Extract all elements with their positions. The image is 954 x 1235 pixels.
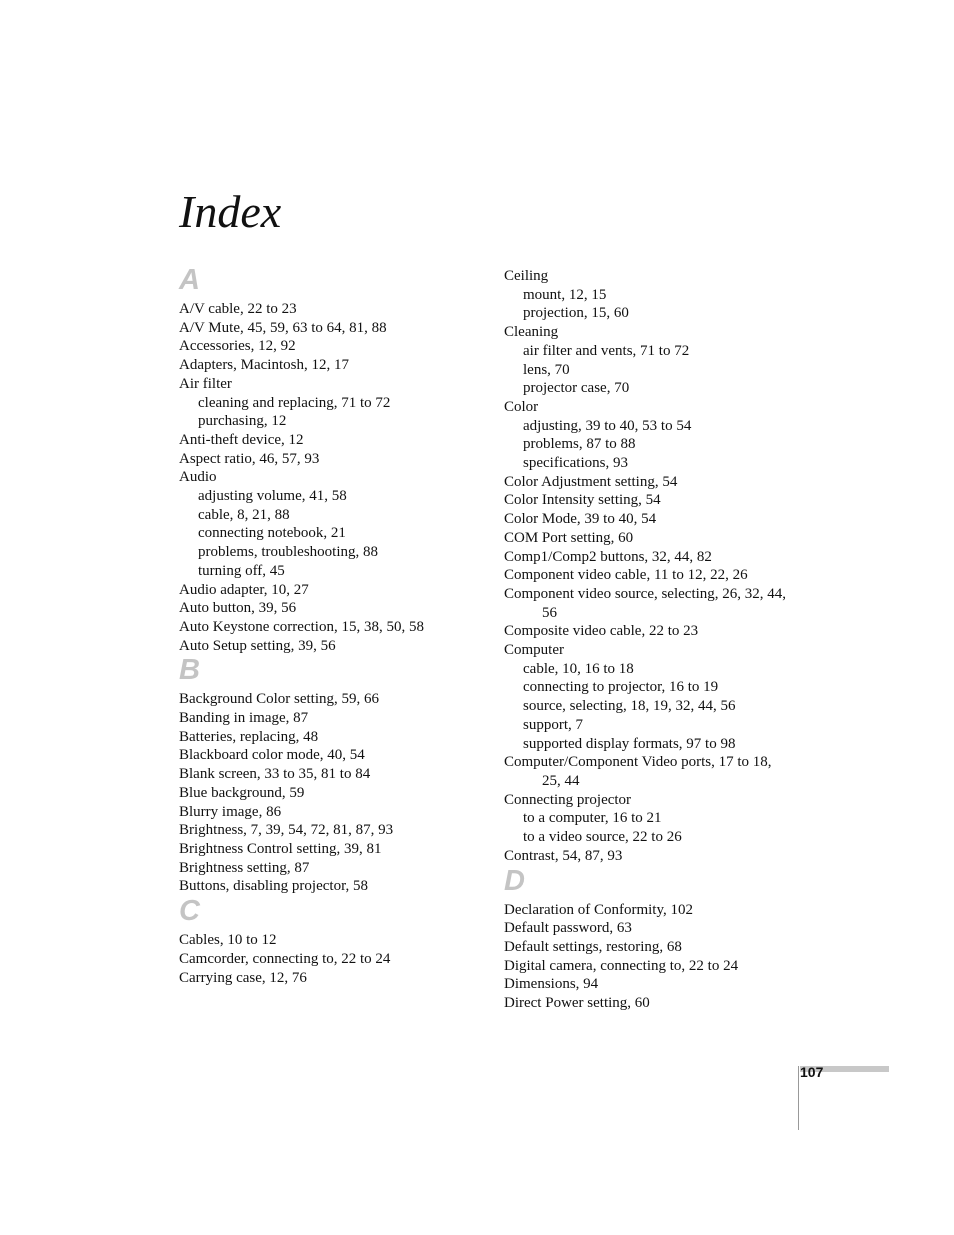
section-letter: D [504, 864, 525, 897]
index-entry: Audio adapter, 10, 27 [179, 581, 309, 598]
index-subentry: projector case, 70 [523, 380, 630, 397]
index-entry: Computer [504, 642, 564, 659]
section-letter: A [179, 264, 200, 296]
index-subentry: connecting to projector, 16 to 19 [523, 679, 719, 696]
index-entry: Auto button, 39, 56 [179, 600, 297, 617]
index-entry: Carrying case, 12, 76 [179, 969, 307, 986]
index-subentry: turning off, 45 [198, 562, 285, 579]
index-subentry: specifications, 93 [523, 455, 628, 472]
index-entry: Banding in image, 87 [179, 710, 309, 727]
index-column-right [504, 267, 794, 1013]
index-entry: Default password, 63 [504, 920, 632, 937]
index-entry: Composite video cable, 22 to 23 [504, 623, 699, 640]
index-subentry: purchasing, 12 [198, 413, 287, 430]
index-subentry: cable, 10, 16 to 18 [523, 660, 634, 677]
index-subentry: air filter and vents, 71 to 72 [523, 342, 690, 359]
footer-rule [798, 1066, 799, 1130]
index-entry: Digital camera, connecting to, 22 to 24 [504, 957, 739, 974]
section-letter: C [179, 895, 200, 928]
index-subentry: adjusting, 39 to 40, 53 to 54 [523, 417, 692, 434]
index-subentry: to a computer, 16 to 21 [523, 810, 662, 827]
index-subentry: problems, troubleshooting, 88 [198, 544, 378, 561]
index-entry: A/V Mute, 45, 59, 63 to 64, 81, 88 [179, 319, 387, 336]
index-subentry: lens, 70 [523, 361, 570, 378]
index-entry: Ceiling [504, 268, 549, 284]
index-entry: Buttons, disabling projector, 58 [179, 878, 368, 895]
index-entry: Color Adjustment setting, 54 [504, 473, 678, 490]
index-subentry: cleaning and replacing, 71 to 72 [198, 394, 391, 411]
index-subentry: mount, 12, 15 [523, 286, 607, 303]
index-entry: Comp1/Comp2 buttons, 32, 44, 82 [504, 548, 712, 565]
index-subentry: adjusting volume, 41, 58 [198, 488, 347, 505]
index-entry: A/V cable, 22 to 23 [179, 301, 297, 317]
index-entry: Cables, 10 to 12 [179, 932, 277, 949]
page-title: Index [179, 186, 282, 237]
index-entry: COM Port setting, 60 [504, 529, 634, 546]
index-entry: Brightness setting, 87 [179, 859, 310, 876]
index-entry: Brightness Control setting, 39, 81 [179, 840, 382, 857]
index-entry: Adapters, Macintosh, 12, 17 [179, 357, 349, 374]
index-entry: Audio [179, 469, 217, 486]
index-subentry: projection, 15, 60 [523, 305, 629, 322]
index-subentry: connecting notebook, 21 [198, 525, 346, 542]
index-entry: Brightness, 7, 39, 54, 72, 81, 87, 93 [179, 822, 394, 839]
index-entry: Computer/Component Video ports, 17 to 18, 25, 44 [504, 754, 772, 789]
index-entry: Cleaning [504, 324, 559, 341]
index-entry: Contrast, 54, 87, 93 [504, 847, 623, 864]
index-entry: Aspect ratio, 46, 57, 93 [179, 450, 320, 467]
index-subentry: problems, 87 to 88 [523, 436, 636, 453]
index-entry: Anti-theft device, 12 [179, 431, 304, 448]
index-entry: Dimensions, 94 [504, 976, 599, 993]
index-entry: Component video cable, 11 to 12, 22, 26 [504, 567, 748, 584]
index-entry: Blue background, 59 [179, 784, 305, 801]
index-subentry: support, 7 [523, 716, 583, 733]
page-number: 107 [800, 1064, 824, 1080]
index-entry: Blurry image, 86 [179, 803, 282, 820]
index-entry: Component video source, selecting, 26, 32, 44, 56 [504, 585, 787, 621]
index-subentry: to a video source, 22 to 26 [523, 829, 682, 846]
index-entry: Direct Power setting, 60 [504, 995, 650, 1012]
index-entry: Default settings, restoring, 68 [504, 938, 682, 955]
index-entry: Color Intensity setting, 54 [504, 492, 661, 509]
index-entry: Blackboard color mode, 40, 54 [179, 747, 365, 764]
index-subentry: source, selecting, 18, 19, 32, 44, 56 [523, 698, 736, 715]
section-letter: B [179, 654, 200, 687]
index-entry: Color Mode, 39 to 40, 54 [504, 511, 657, 528]
index-entry: Auto Keystone correction, 15, 38, 50, 58 [179, 618, 424, 635]
index-entry: Accessories, 12, 92 [179, 338, 296, 355]
index-entry: Blank screen, 33 to 35, 81 to 84 [179, 766, 371, 783]
index-entry: Camcorder, connecting to, 22 to 24 [179, 950, 391, 967]
index-entry: Color [504, 398, 539, 415]
index-subentry: supported display formats, 97 to 98 [523, 735, 736, 752]
index-entry: Air filter [179, 375, 232, 392]
index-entry: Auto Setup setting, 39, 56 [179, 637, 336, 654]
index-entry: Background Color setting, 59, 66 [179, 691, 379, 708]
index-entry: Batteries, replacing, 48 [179, 728, 319, 745]
index-subentry: cable, 8, 21, 88 [198, 506, 290, 523]
index-column-left [179, 265, 479, 987]
index-entry: Declaration of Conformity, 102 [504, 901, 693, 918]
index-entry: Connecting projector [504, 791, 632, 808]
